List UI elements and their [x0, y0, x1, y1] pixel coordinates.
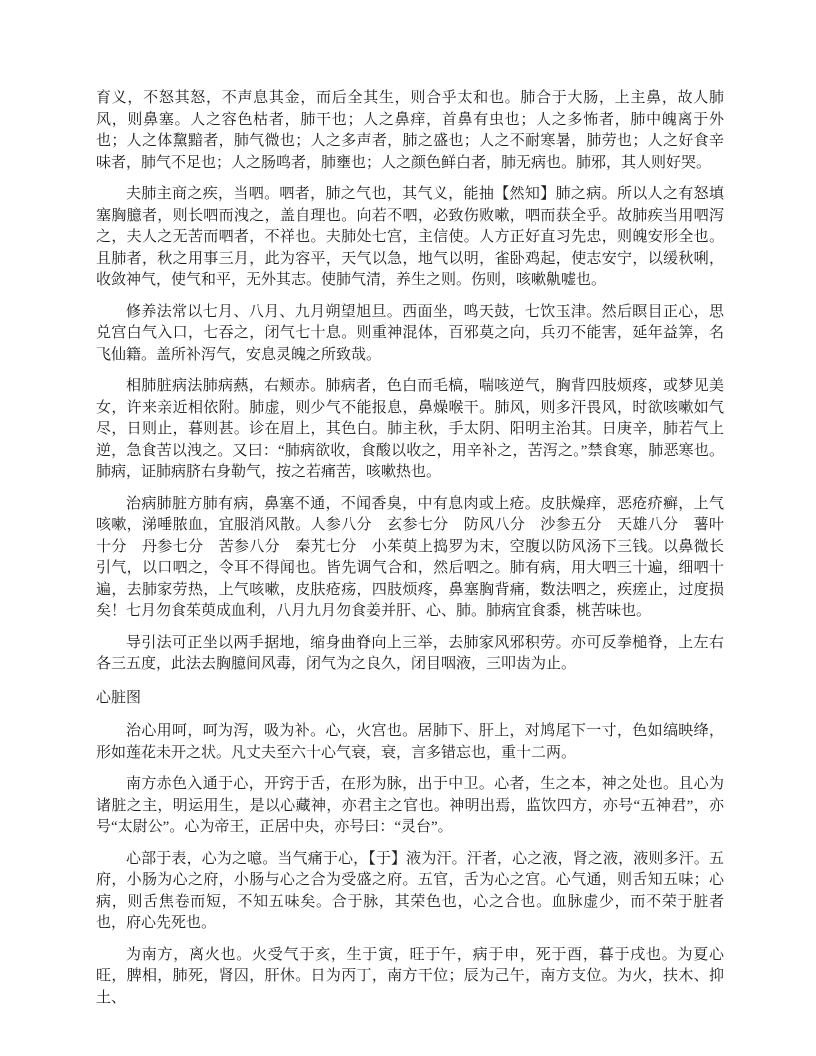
- paragraph-lung-diagnosis: 相肺脏病法肺病爇，右颊赤。肺病者，色白而毛槁，喘咳逆气，胸背四肢烦疼，或梦见美女，许来亲近相依附。肺虚，则少气不能报息，鼻燥喉干。肺风，则多汗畏风，时欲咳嗽如气尽，日则止，暮则甚。诊在眉上，其色白。肺主秋，手太阴、阳明主治其。日庚辛，肺若气上逆，急食苦以洩之。又曰：“肺病欲收，食酸以收之，用辛补之，苦泻之。”禁食寒，肺恶寒也。肺病，证肺病脐右身勒气，按之若痛苦，咳嗽热也。: [96, 378, 724, 480]
- paragraph-heart-south-red: 南方赤色入通于心，开窍于舌，在形为脉，出于中卫。心者，生之本，神之处也。且心为诸脏之主，明运用生，是以心藏神，亦君主之官也。神明出焉，监饮四方，亦号“五神君”，亦号“太尉公”。心为帝王，正居中央，亦号曰：“灵台”。: [96, 776, 724, 835]
- paragraph-continuation-lung: 育义，不怒其怒，不声息其金，而后全其生，则合乎太和也。肺合于大肠，上主鼻，故人肺风，则鼻塞。人之容色枯者，肺干也；人之鼻痒，首鼻有虫也；人之多怖者，肺中魄离于外也；人之体黧黯者，肺气微也；人之多声者，肺之盛也；人之不耐寒暑，肺劳也；人之好食辛味者，肺气不足也；人之肠鸣者，肺壅也；人之颜色鲜白者，肺无病也。肺邪，其人则好哭。: [96, 90, 724, 171]
- heading-heart-diagram: 心脏图: [96, 689, 142, 706]
- paragraph-lung-xi-breath: 夫肺主商之疾，当呬。呬者，肺之气也，其气义，能抽【然知】肺之病。所以人之有怒填塞胸臆者，则长呬而洩之，盖自理也。向若不呬，必致伤败嗽，呬而获全乎。故肺疾当用呬泻之，夫人之无苦而呬者，不祥也。夫肺处七宫，主信使。人方正好直习先忠，则魄安形全也。且肺者，秋之用事三月，此为容平，天气以急，地气以明，雀卧鸡起，使志安宁，以缓秋唎，收敛神气，使气和平，无外其志。使肺气清，养生之则。伤则，咳嗽鼽嘘也。: [96, 186, 724, 288]
- paragraph-lung-prescription: 治病肺脏方肺有病，鼻塞不通，不闻香臭，中有息肉或上疮。皮肤燥痒，恶疮疥癣，上气咳嗽，涕唾脓血，宜服消风散。人参八分 玄参七分 防风八分 沙参五分 天雄八分 薯叶十分 丹参七分 苦参八分 秦艽七分 小茱萸上捣罗为末，空腹以防风汤下三钱。以鼻微长引气，以口呬之，令耳不得闻也。皆先调气合和，然后呬之。肺有病，用大呬三十遍，细呬十遍，去肺家劳热，上气咳嗽，皮肤疮疡，四肢烦疼，鼻塞胸背痛，数法呬之，疾瘥止，过度损矣！七月勿食茱萸成血利，八月九月勿食姜并肝、心、肺。肺病宜食黍，桃苦味也。: [96, 495, 724, 619]
- paragraph-cultivation-method: 修养法常以七月、八月、九月朔望旭旦。西面坐，鸣天鼓，七饮玉津。然后瞑目正心，思兑宫白气入口，七吞之，闭气七十息。则重神混体，百邪莫之向，兵刃不能害，延年益筭，名飞仙籍。盖所补泻气，安息灵魄之所致哉。: [96, 303, 724, 363]
- paragraph-heart-fire: 为南方，离火也。火受气于亥，生于寅，旺于午，病于申，死于酉，暮于戌也。为夏心旺，脾相，肺死，肾囚，肝休。日为丙丁，南方干位；辰为己午，南方支位。为火，扶木、抑土、: [96, 946, 724, 1006]
- paragraph-heart-exterior: 心部于表，心为之噫。当气痛于心，【于】液为汗。汗者，心之液，肾之液，液则多汗。五府，小肠为心之府，小肠与心之合为受盛之府。五官，舌为心之宫。心气通，则舌知五味；心病，则舌焦卷而短，不知五味矣。合于脉，其荣色也，心之合也。血脉虚少，而不荣于脏者也，府心先死也。: [96, 850, 724, 931]
- paragraph-daoyin-method: 导引法可正坐以两手据地，缩身曲脊向上三举，去肺家风邪积劳。亦可反拳槌脊，上左右各三五度，此法去胸臆间风毒，闭气为之良久，闭目咽液，三叩齿为止。: [96, 634, 724, 672]
- paragraph-heart-treatment: 治心用呵，呵为泻，吸为补。心，火宫也。居肺下、肝上，对鸠尾下一寸，色如缟映绛，形如莲花未开之状。凡丈夫至六十心气衰，衰，言多错忘也，重十二两。: [96, 723, 724, 761]
